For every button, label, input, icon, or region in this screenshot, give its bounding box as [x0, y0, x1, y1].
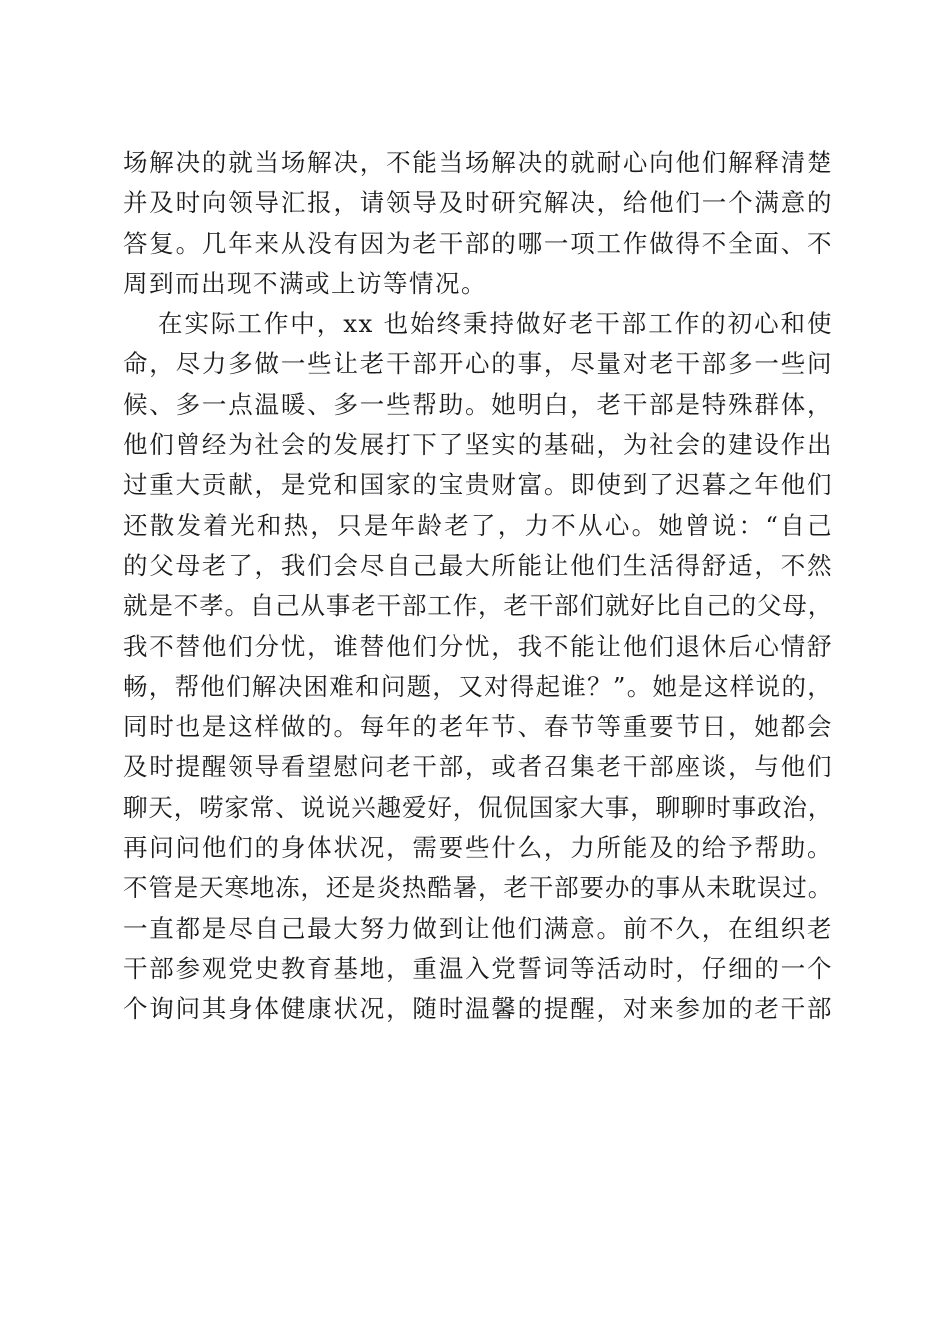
text-line: 答复。几年来从没有因为老干部的哪一项工作做得不全面、不: [123, 228, 833, 258]
text-line: 同时也是这样做的。每年的老年节、春节等重要节日，她都会: [123, 712, 833, 742]
text-line: 还散发着光和热，只是年龄老了，力不从心。她曾说：“自己: [123, 510, 833, 540]
body-text: [123, 143, 833, 1030]
text-line: 个询问其身体健康状况，随时温馨的提醒，对来参加的老干部: [123, 994, 833, 1024]
text-line: 在实际工作中，xx 也始终秉持做好老干部工作的初心和使: [158, 309, 833, 339]
text-line: 并及时向领导汇报，请领导及时研究解决，给他们一个满意的: [123, 188, 833, 218]
text-line: 聊天，唠家常、说说兴趣爱好，侃侃国家大事，聊聊时事政治，: [123, 792, 833, 822]
text-line: 畅，帮他们解决困难和问题，又对得起谁？”。她是这样说的，: [123, 671, 833, 701]
text-line: 再问问他们的身体状况，需要些什么，力所能及的给予帮助。: [123, 833, 833, 863]
text-line: 就是不孝。自己从事老干部工作，老干部们就好比自己的父母，: [123, 591, 833, 621]
text-line: 候、多一点温暖、多一些帮助。她明白，老干部是特殊群体，: [123, 389, 833, 419]
text-line: 过重大贡献，是党和国家的宝贵财富。即使到了迟暮之年他们: [123, 470, 833, 500]
text-line: 一直都是尽自己最大努力做到让他们满意。前不久，在组织老: [123, 913, 833, 943]
text-line: 周到而出现不满或上访等情况。: [123, 268, 487, 298]
text-line: 场解决的就当场解决，不能当场解决的就耐心向他们解释清楚: [123, 148, 833, 177]
text-line: 及时提醒领导看望慰问老干部，或者召集老干部座谈，与他们: [123, 752, 833, 782]
text-line: 他们曾经为社会的发展打下了坚实的基础，为社会的建设作出: [123, 430, 833, 460]
paragraph-1: [123, 143, 833, 304]
text-line: 我不替他们分忧，谁替他们分忧，我不能让他们退休后心情舒: [123, 631, 833, 661]
text-line: 干部参观党史教育基地，重温入党誓词等活动时，仔细的一个: [123, 953, 833, 983]
paragraph-2: [123, 304, 833, 1029]
text-line: 命，尽力多做一些让老干部开心的事，尽量对老干部多一些问: [123, 349, 833, 379]
text-line: 不管是天寒地冻，还是炎热酷暑，老干部要办的事从未耽误过。: [123, 873, 833, 903]
text-line: 的父母老了，我们会尽自己最大所能让他们生活得舒适，不然: [123, 550, 833, 580]
